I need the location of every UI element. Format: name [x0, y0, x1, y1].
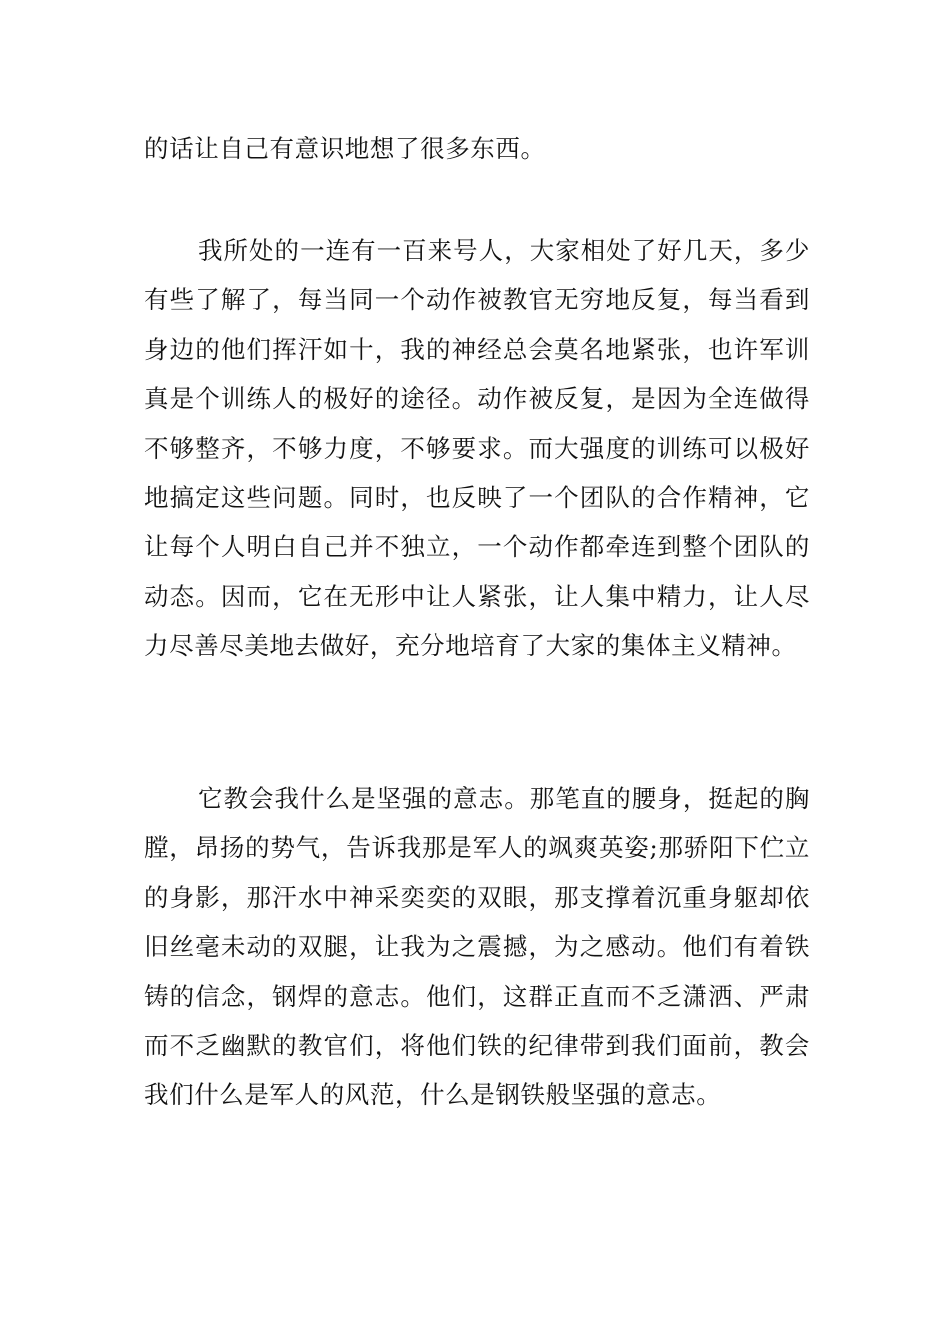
paragraph-strong-will: 它教会我什么是坚强的意志。那笔直的腰身，挺起的胸膛，昂扬的势气，告诉我那是军人的飒爽英姿;那骄阳下伫立的身影，那汗水中神采奕奕的双眼，那支撑着沉重身躯却依旧丝毫未动的双腿，让我为之震撼，为之感动。他们有着铁铸的信念，钢焊的意志。他们，这群正直而不乏潇洒、严肃而不乏幽默的教官们，将他们铁的纪律带到我们面前，教会我们什么是军人的风范，什么是钢铁般坚强的意志。	[144, 784, 810, 1110]
continued-paragraph: 的话让自己有意识地想了很多东西。	[144, 134, 546, 163]
paragraph-team-spirit: 我所处的一连有一百来号人，大家相处了好几天，多少有些了解了，每当同一个动作被教官无穷地反复，每当看到身边的他们挥汗如十，我的神经总会莫名地紧张，也许军训真是个训练人的极好的途径。动作被反复，是因为全连做得不够整齐，不够力度，不够要求。而大强度的训练可以极好地搞定这些问题。同时，也反映了一个团队的合作精神，它让每个人明白自己并不独立，一个动作都牵连到整个团队的动态。因而，它在无形中让人紧张，让人集中精力，让人尽力尽善尽美地去做好，充分地培育了大家的集体主义精神。	[144, 236, 810, 661]
